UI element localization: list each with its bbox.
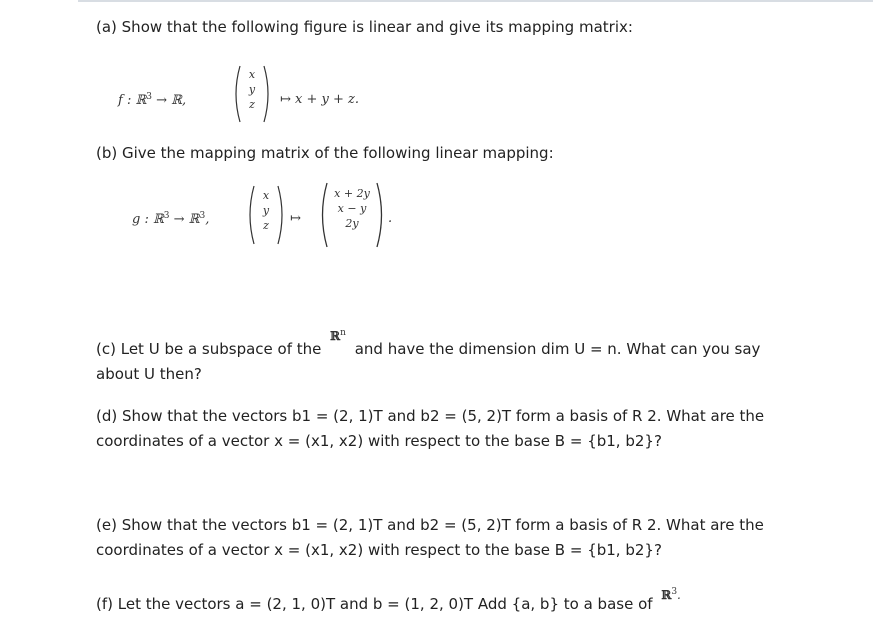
problem-f-r3-symbol: ℝ3. bbox=[661, 587, 681, 602]
problem-e-line1: (e) Show that the vectors b1 = (2, 1)T and b2 = (5, 2)T form a basis of R 2. What are the bbox=[96, 516, 764, 534]
problem-a-result: ↦ x + y + z. bbox=[280, 92, 359, 107]
problem-e-line2: coordinates of a vector x = (x1, x2) with respect to the base B = {b1, b2}? bbox=[96, 541, 662, 559]
problem-d-line1: (d) Show that the vectors b1 = (2, 1)T and b2 = (5, 2)T form a basis of R 2. What are the bbox=[96, 407, 765, 425]
problem-a-map-domain: f : ℝ$^3$ → ℝ, bbox=[118, 92, 187, 108]
problem-f-line1-text: (f) Let the vectors a = (2, 1, 0)T and b = (1, 2, 0)T Add {a, b} to a base of bbox=[96, 595, 653, 613]
problem-b-input-vector: x y z bbox=[262, 189, 270, 232]
problem-f-line1 bbox=[96, 589, 681, 618]
problem-c-line1-start: (c) Let U be a subspace of the bbox=[96, 340, 322, 358]
problem-b-statement: (b) Give the mapping matrix of the following linear mapping: bbox=[96, 144, 554, 162]
problem-a-statement: (a) Show that the following figure is linear and give its mapping matrix: bbox=[96, 18, 633, 36]
top-border bbox=[78, 0, 873, 2]
problem-d-line2: coordinates of a vector x = (x1, x2) with respect to the base B = {b1, b2}? bbox=[96, 432, 662, 450]
problem-c-line1 bbox=[96, 328, 761, 363]
problem-c-rn-symbol: ℝn bbox=[330, 328, 346, 343]
problem-c-line1-end: and have the dimension dim U = n. What can you say bbox=[354, 340, 761, 358]
problem-b-output-vector: x + 2y x − y 2y bbox=[334, 187, 370, 230]
problem-b-period: . bbox=[388, 211, 393, 226]
problem-b-map-domain: g : ℝ$^3$ → ℝ$^3$, bbox=[132, 211, 210, 227]
problem-a-input-vector: x y z bbox=[248, 68, 256, 111]
problem-c-line2: about U then? bbox=[96, 365, 202, 383]
problem-b-maps-to: ↦ bbox=[290, 211, 301, 226]
